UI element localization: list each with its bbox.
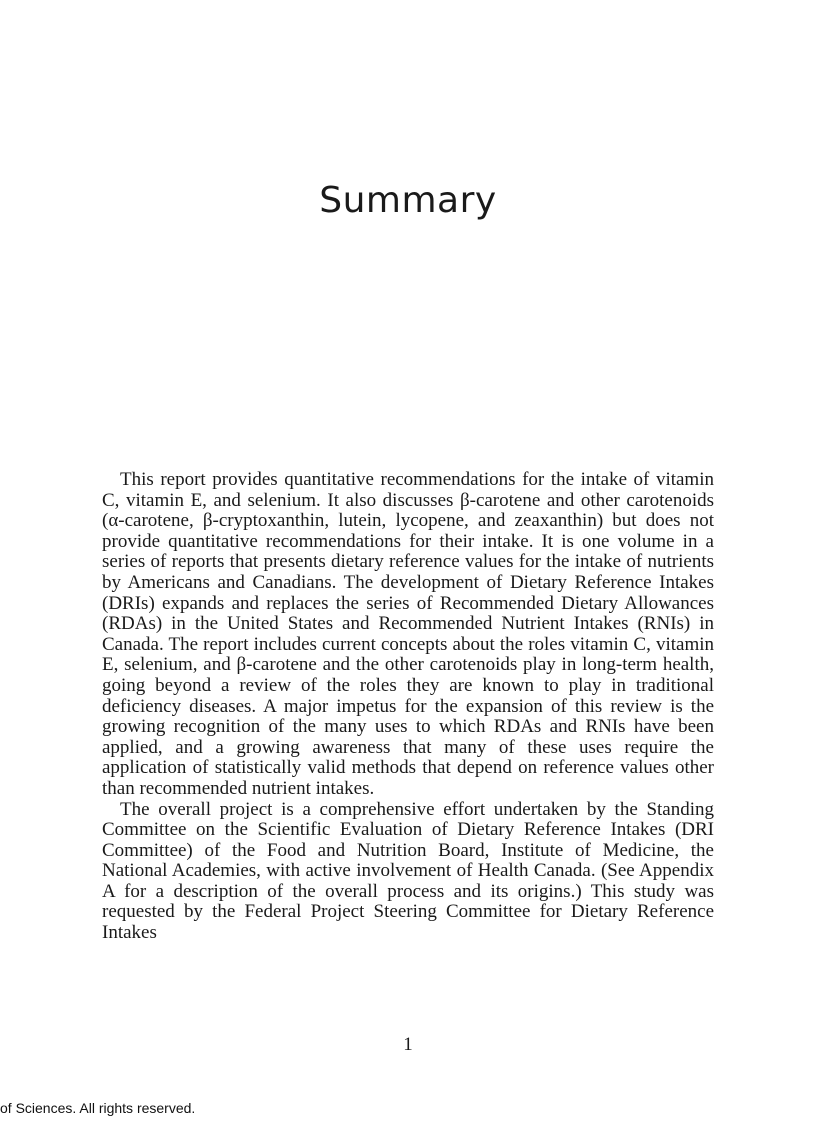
copyright-footer: of Sciences. All rights reserved. xyxy=(0,1100,196,1116)
body-paragraph-1: This report provides quantitative recommendations for the intake of vitamin C, vitamin E, and selenium. It also discusses β-carotene and other carotenoids (α-carotene, β-cryptoxanthin, lutein, lycopene, and zeaxanthin) but does not provide quantitative recommendations for their intake. It is one volume in a series of reports that presents dietary reference values for the intake of nutrients by Americans and Canadians. The development of Dietary Reference Intakes (DRIs) expands and replaces the series of Recommended Dietary Allowances (RDAs) in the United States and Recommended Nutrient Intakes (RNIs) in Canada. The report includes current concepts about the roles vitamin C, vitamin E, selenium, and β-carotene and the other carotenoids play in long-term health, going beyond a review of the roles they are known to play in traditional deficiency diseases. A major impetus for the expansion of this review is the growing recognition of the many uses to which RDAs and RNIs have been applied, and a growing awareness that many of these uses require the application of statistically valid methods that depend on reference values other than recommended nutrient intakes. xyxy=(102,469,714,799)
summary-body xyxy=(102,470,714,944)
page-number: 1 xyxy=(403,1034,413,1055)
page-title: Summary xyxy=(319,180,497,221)
body-paragraph-2: The overall project is a comprehensive effort undertaken by the Standing Committee on the Scientific Evaluation of Dietary Reference Intakes (DRI Committee) of the Food and Nutrition Board, Institute of Medicine, the National Academies, with active involvement of Health Canada. (See Appendix A for a description of the overall process and its origins.) This study was requested by the Federal Project Steering Committee for Dietary Reference Intakes xyxy=(102,798,714,944)
